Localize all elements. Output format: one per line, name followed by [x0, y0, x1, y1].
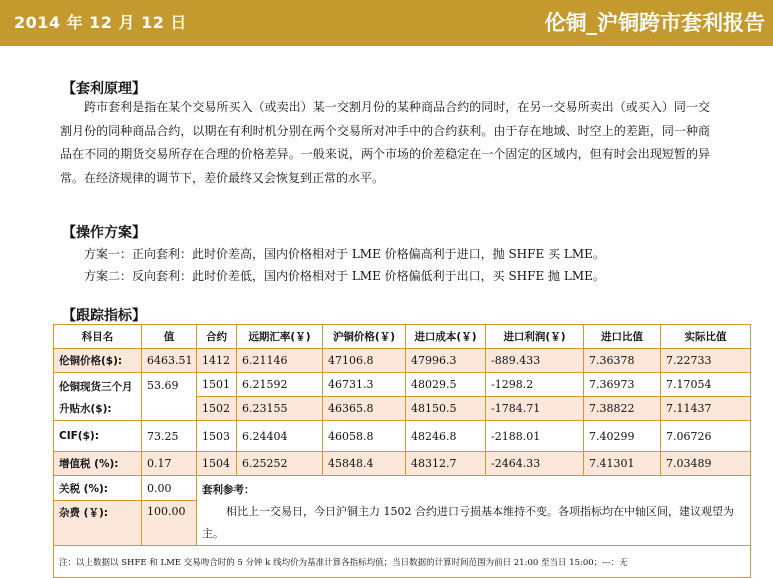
- item-value: 73.25: [142, 421, 197, 452]
- shfe-price-cell: 46365.8: [323, 397, 406, 421]
- forward-rate-cell: 6.21146: [237, 349, 323, 373]
- actual-ratio-cell: 7.17054: [661, 373, 751, 397]
- item-name: 杂费 (￥):: [54, 501, 142, 546]
- suggestion-title: 套利参考：: [202, 484, 255, 496]
- actual-ratio-cell: 7.06726: [661, 421, 751, 452]
- shfe-price-cell: 47106.8: [323, 349, 406, 373]
- col-header-import-cost: 进口成本(￥): [406, 325, 486, 349]
- tracking-table: [53, 324, 751, 578]
- item-value: 100.00: [142, 501, 197, 546]
- principle-text: 跨市套利是指在某个交易所买入（或卖出）某一交割月份的某种商品合约的同时，在另一交易所卖出（或买入）同一交割月份的同种商品合约，以期在有利时机分别在两个交易所对冲手中的合约获利。由于存在地域、时空上的差距，同一种商品在不同的期货交易所存在合理的价格差异。一般来说，两个市场的价差稳定在一个固定的区域内，但有时会出现短暂的异常。在经济规律的调节下，差价最终又会恢复到正常的水平。: [60, 100, 710, 185]
- report-header: [0, 0, 773, 46]
- contract-cell: 1412: [197, 349, 237, 373]
- actual-ratio-cell: 7.22733: [661, 349, 751, 373]
- table-header-row: [54, 325, 751, 349]
- item-name: CIF($):: [54, 421, 142, 452]
- plan-two-text: 方案二：反向套利：此时价差低，国内价格相对于 LME 价格偏低利于出口，买 SHFE 抛 LME。: [84, 269, 605, 283]
- plan-one-text: 方案一：正向套利：此时价差高，国内价格相对于 LME 价格偏高利于进口，抛 SHFE 买 LME。: [84, 247, 605, 261]
- contract-cell: 1504: [197, 452, 237, 476]
- import-profit-cell: -2188.01: [486, 421, 584, 452]
- contract-cell: 1501: [197, 373, 237, 397]
- import-ratio-cell: 7.36378: [584, 349, 661, 373]
- item-value: 6463.51: [142, 349, 197, 373]
- contract-cell: 1503: [197, 421, 237, 452]
- import-profit-cell: -1298.2: [486, 373, 584, 397]
- actual-ratio-cell: 7.03489: [661, 452, 751, 476]
- report-title: 伦铜_沪铜跨市套利报告: [544, 11, 765, 35]
- forward-rate-cell: 6.24404: [237, 421, 323, 452]
- operation-heading: 【操作方案】: [62, 225, 146, 241]
- contract-cell: 1502: [197, 397, 237, 421]
- col-header-item: 科目名: [54, 325, 142, 349]
- shfe-price-cell: 46731.3: [323, 373, 406, 397]
- import-profit-cell: -2464.33: [486, 452, 584, 476]
- principle-heading: 【套利原理】: [62, 81, 146, 97]
- import-cost-cell: 48246.8: [406, 421, 486, 452]
- shfe-price-cell: 45848.4: [323, 452, 406, 476]
- import-profit-cell: -1784.71: [486, 397, 584, 421]
- actual-ratio-cell: 7.11437: [661, 397, 751, 421]
- import-cost-cell: 48150.5: [406, 397, 486, 421]
- col-header-actual-ratio: 实际比值: [661, 325, 751, 349]
- table-note-row: [54, 546, 751, 578]
- suggestion-text: 相比上一交易日，今日沪铜主力 1502 合约进口亏损基本维持不变。各项指标均在中轴区间，建议观望为主。: [202, 505, 734, 540]
- col-header-forward-rate: 远期汇率(￥): [237, 325, 323, 349]
- arbitrage-suggestion: [197, 476, 751, 546]
- forward-rate-cell: 6.25252: [237, 452, 323, 476]
- import-cost-cell: 48029.5: [406, 373, 486, 397]
- item-name: 伦铜现货三个月升贴水($):: [54, 373, 142, 421]
- import-cost-cell: 47996.3: [406, 349, 486, 373]
- report-date: 2014 年 12 月 12 日: [14, 13, 187, 32]
- import-ratio-cell: 7.41301: [584, 452, 661, 476]
- table-row: [54, 349, 751, 373]
- item-name: 伦铜价格($):: [54, 349, 142, 373]
- col-header-value: 值: [142, 325, 197, 349]
- col-header-import-ratio: 进口比值: [584, 325, 661, 349]
- forward-rate-cell: 6.23155: [237, 397, 323, 421]
- import-profit-cell: -889.433: [486, 349, 584, 373]
- col-header-import-profit: 进口利润(￥): [486, 325, 584, 349]
- item-value: 0.00: [142, 476, 197, 501]
- table-row: [54, 421, 751, 452]
- import-cost-cell: 48312.7: [406, 452, 486, 476]
- forward-rate-cell: 6.21592: [237, 373, 323, 397]
- shfe-price-cell: 46058.8: [323, 421, 406, 452]
- import-ratio-cell: 7.40299: [584, 421, 661, 452]
- item-name: 关税 (%):: [54, 476, 142, 501]
- import-ratio-cell: 7.36973: [584, 373, 661, 397]
- col-header-shfe-price: 沪铜价格(￥): [323, 325, 406, 349]
- table-row: [54, 373, 751, 397]
- col-header-contract: 合约: [197, 325, 237, 349]
- item-value: 0.17: [142, 452, 197, 476]
- import-ratio-cell: 7.38822: [584, 397, 661, 421]
- tracking-heading: 【跟踪指标】: [62, 308, 146, 324]
- table-note: 注：以上数据以 SHFE 和 LME 交易吻合时的 5 分钟 k 线均价为基准计算各指标均值；当日数据的计算时间范围为前日 21:00 至当日 15:00；---：无: [54, 546, 751, 578]
- item-name: 增值税 (%):: [54, 452, 142, 476]
- item-value: 53.69: [142, 373, 197, 421]
- table-row: [54, 452, 751, 476]
- table-row: [54, 476, 751, 501]
